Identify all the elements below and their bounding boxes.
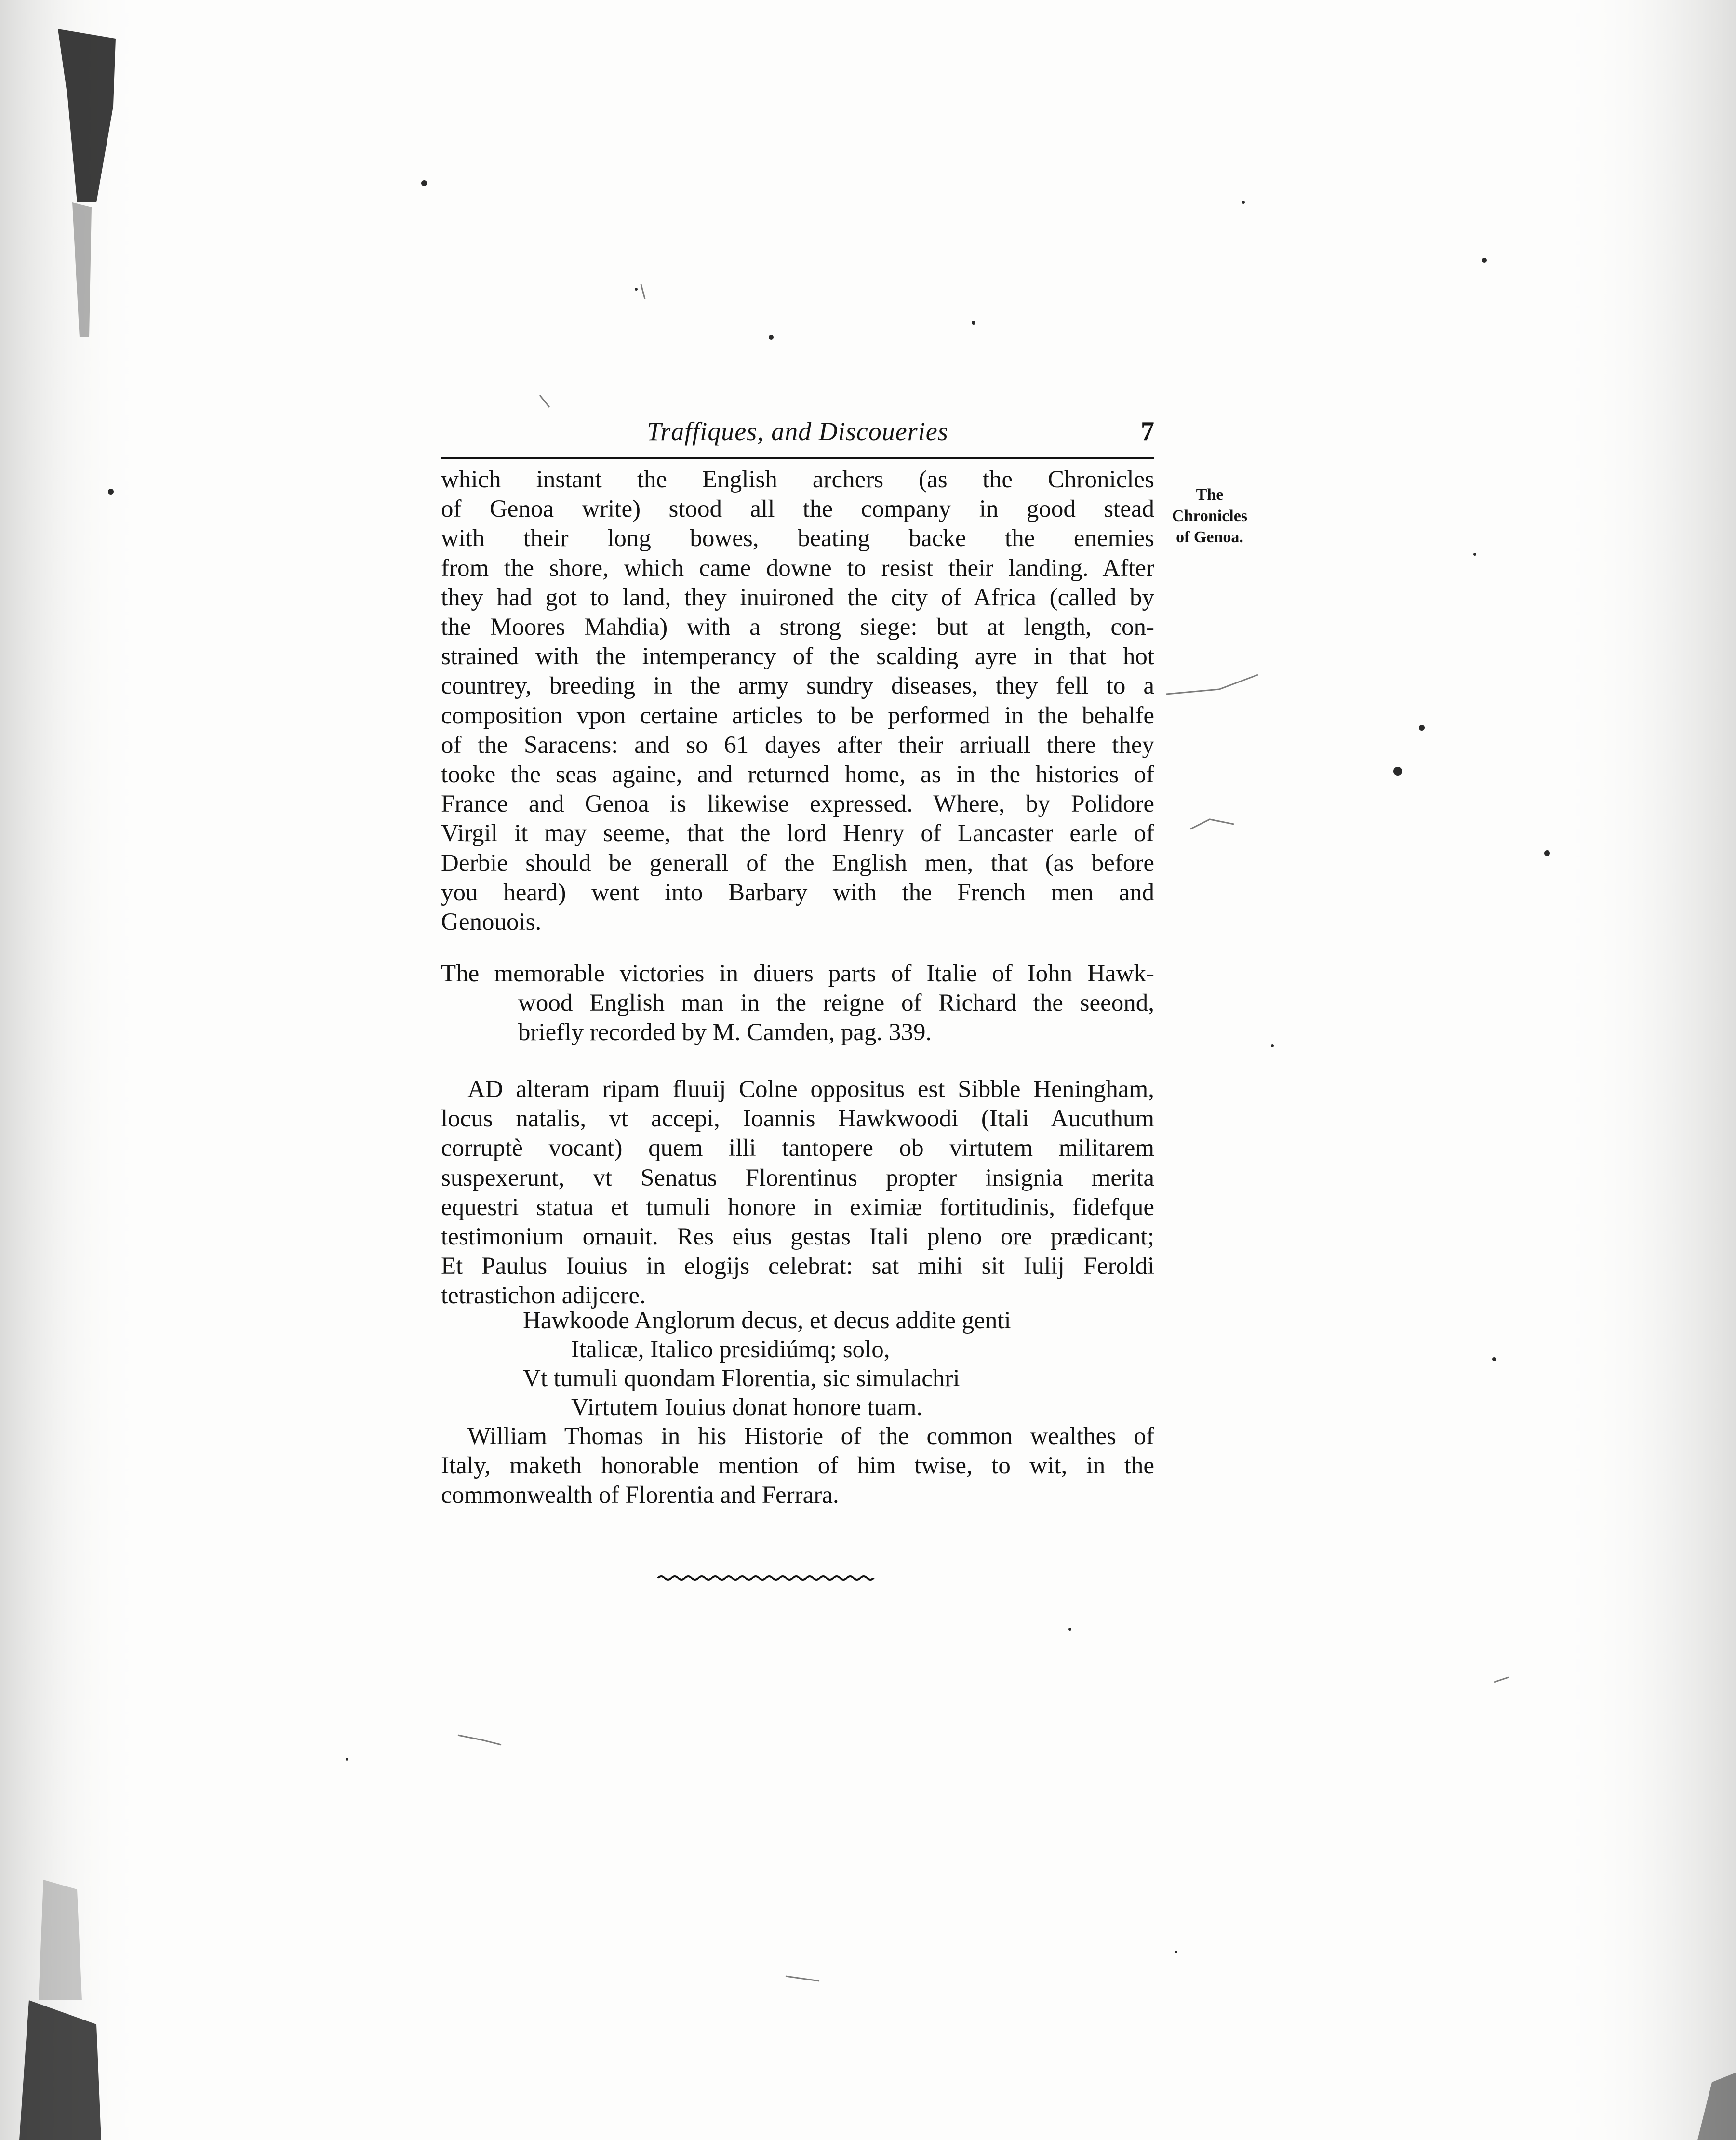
verse-line: Hawkoode Anglorum decus, et decus addite genti [523, 1307, 1011, 1334]
running-title: Traffiques, and Discoueries [647, 417, 948, 446]
text-line: suspexerunt, vt Senatus Florentinus propter insignia merita [441, 1164, 1154, 1191]
text-line: strained with the intemperancy of the scalding ayre in that hot [441, 643, 1154, 670]
heading-line: The memorable victories in diuers parts of Italie of Iohn Hawk- [441, 960, 1154, 987]
heading-line: wood English man in the reigne of Richard the seeond, [518, 990, 1154, 1017]
marginal-note [1159, 484, 1260, 548]
heading-line: briefly recorded by M. Camden, pag. 339. [518, 1019, 932, 1046]
marginal-note-line: of Genoa. [1176, 528, 1243, 546]
text-line: of Genoa write) stood all the company in good stead [441, 495, 1154, 523]
text-line: equestri statua et tumuli honore in eximiæ fortitudinis, fidefque [441, 1193, 1154, 1221]
text-line: locus natalis, vt accepi, Ioannis Hawkwoodi (Itali Aucuthum [441, 1105, 1154, 1133]
text-line: commonwealth of Florentia and Ferrara. [441, 1482, 839, 1509]
text-line: tetrastichon adijcere. [441, 1282, 646, 1310]
text-line: Et Paulus Iouius in elogijs celebrat: sat mihi sit Iulij Feroldi [441, 1253, 1154, 1280]
verse-line: Italicæ, Italico presidiúmq; solo, [571, 1336, 890, 1363]
section-heading [441, 959, 1154, 1048]
closing-paragraph [441, 1422, 1154, 1511]
text-line: corruptè vocant) quem illi tantopere ob virtutem militarem [441, 1135, 1154, 1162]
marginal-note-line: Chronicles [1172, 507, 1248, 525]
text-line: the Moores Mahdia) with a strong siege: but at length, con- [441, 614, 1154, 641]
text-line: you heard) went into Barbary with the French men and [441, 879, 1154, 906]
text-line: with their long bowes, beating backe the enemies [441, 525, 1154, 552]
body-paragraph-1 [441, 465, 1154, 937]
text-line: composition vpon certaine articles to be performed in the behalfe [441, 702, 1154, 729]
text-line: testimonium ornauit. Res eius gestas Itali pleno ore prædicant; [441, 1223, 1154, 1251]
text-line: countrey, breeding in the army sundry diseases, they fell to a [441, 672, 1154, 700]
text-line: which instant the English archers (as the Chronicles [441, 466, 1154, 493]
header-rule [441, 457, 1154, 459]
text-line: AD alteram ripam fluuij Colne oppositus est Sibble Heningham, [467, 1076, 1154, 1103]
text-line: France and Genoa is likewise expressed. Where, by Polidore [441, 790, 1154, 818]
verse-epigram [441, 1306, 1154, 1422]
page-number: 7 [1141, 416, 1154, 446]
text-line: tooke the seas againe, and returned home, as in the histories of [441, 761, 1154, 789]
tail-ornament [655, 1572, 877, 1584]
verse-line: Vt tumuli quondam Florentia, sic simulachri [523, 1365, 960, 1392]
latin-paragraph [441, 1075, 1154, 1311]
text-line: Virgil it may seeme, that the lord Henry of Lancaster earle of [441, 820, 1154, 847]
text-line: Genouois. [441, 909, 542, 936]
text-line: of the Saracens: and so 61 dayes after their arriuall there they [441, 731, 1154, 759]
running-head [441, 412, 1154, 455]
marginal-note-line: The [1196, 486, 1224, 504]
text-line: from the shore, which came downe to resist their landing. After [441, 554, 1154, 582]
verse-line: Virtutem Iouius donat honore tuam. [571, 1394, 923, 1421]
text-line: Derbie should be generall of the English men, that (as before [441, 849, 1154, 877]
text-line: William Thomas in his Historie of the common wealthes of [467, 1423, 1154, 1450]
text-line: Italy, maketh honorable mention of him twise, to wit, in the [441, 1452, 1154, 1480]
text-line: they had got to land, they inuironed the city of Africa (called by [441, 584, 1154, 611]
